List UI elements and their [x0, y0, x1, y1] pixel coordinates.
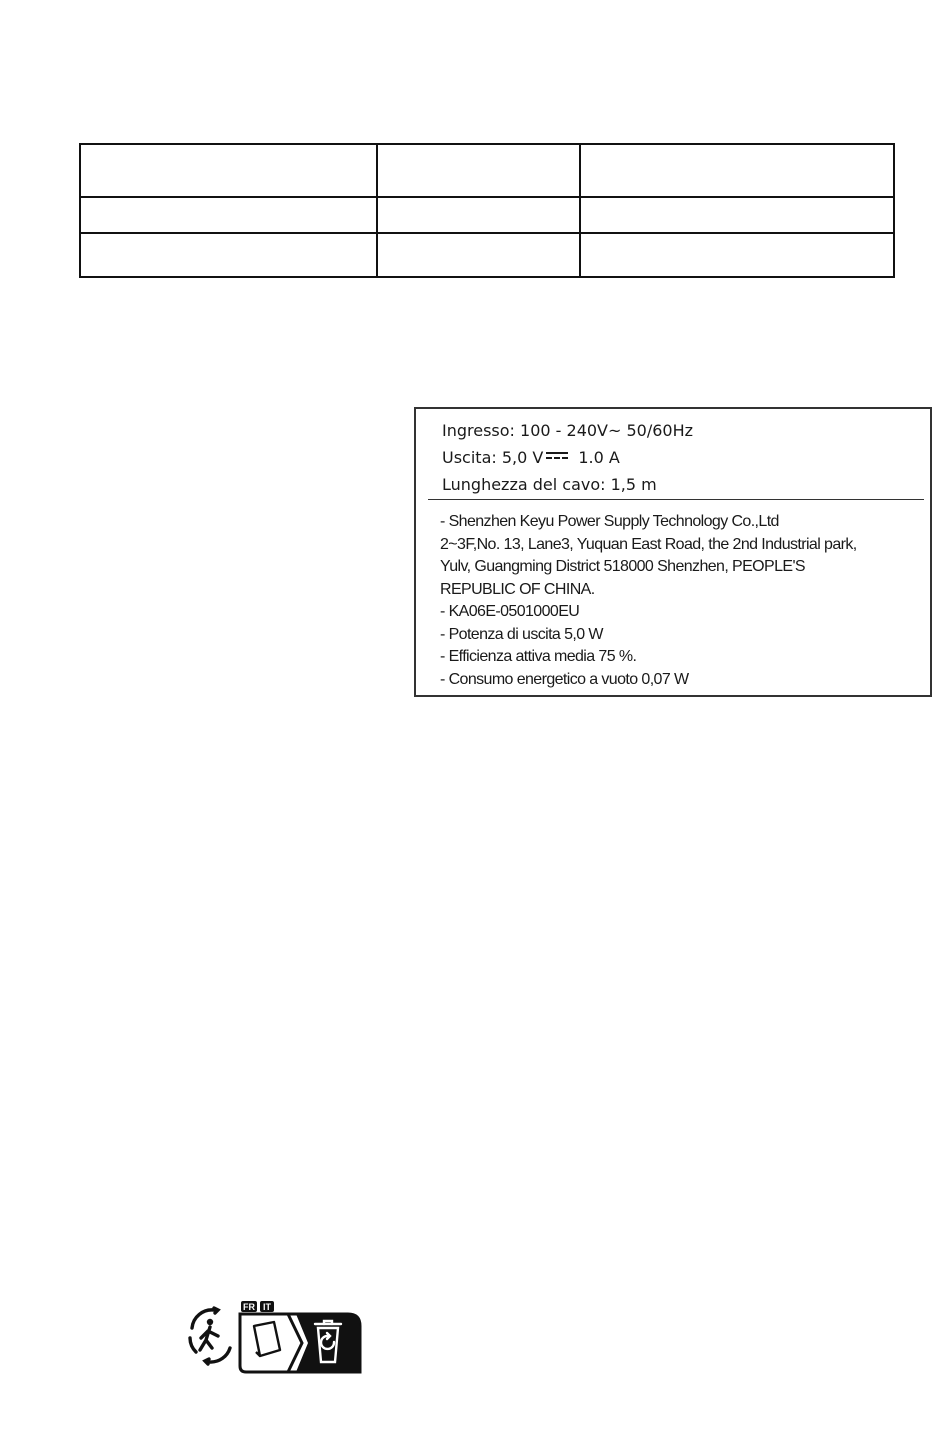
- manufacturer-line: - Consumo energetico a vuoto 0,07 W: [440, 670, 689, 688]
- cable-length: Lunghezza del cavo: 1,5 m: [442, 475, 657, 494]
- table-cell: [377, 144, 580, 197]
- table-row: [80, 144, 894, 197]
- table-cell: [580, 197, 894, 233]
- manufacturer-line: REPUBLIC OF CHINA.: [440, 580, 595, 598]
- paper-packaging-icon: [254, 1322, 280, 1356]
- table-cell: [377, 197, 580, 233]
- manufacturer-line: 2~3F,No. 13, Lane3, Yuquan East Road, the 2nd Industrial park,: [440, 535, 857, 553]
- rating-label-box: [414, 407, 932, 697]
- manufacturer-info: [440, 511, 920, 691]
- input-rating: Ingresso: 100 - 240V~ 50/60Hz: [442, 421, 694, 440]
- svg-text:FR: FR: [243, 1302, 255, 1312]
- table-cell: [80, 197, 377, 233]
- table-row: [80, 233, 894, 277]
- output-current: 1.0 A: [578, 448, 620, 467]
- table-cell: [580, 144, 894, 197]
- output-rating: [442, 448, 620, 467]
- table-cell: [377, 233, 580, 277]
- table-row: [80, 197, 894, 233]
- output-voltage: Uscita: 5,0 V: [442, 448, 544, 467]
- manufacturer-line: - KA06E-0501000EU: [440, 603, 580, 620]
- table-cell: [80, 233, 377, 277]
- recycling-mark: [184, 1300, 362, 1374]
- label-divider: [428, 499, 924, 500]
- dc-current-icon: [546, 452, 568, 461]
- manufacturer-line: - Shenzhen Keyu Power Supply Technology Co.,Ltd: [440, 513, 779, 530]
- manufacturer-line: - Efficienza attiva media 75 %.: [440, 648, 637, 665]
- spec-table: [79, 143, 895, 278]
- table-cell: [580, 233, 894, 277]
- svg-text:IT: IT: [263, 1302, 271, 1312]
- table-cell: [80, 144, 377, 197]
- manufacturer-line: Yulv, Guangming District 518000 Shenzhen, PEOPLE'S: [440, 558, 805, 575]
- manufacturer-line: - Potenza di uscita 5,0 W: [440, 625, 603, 643]
- triman-icon: [190, 1308, 230, 1364]
